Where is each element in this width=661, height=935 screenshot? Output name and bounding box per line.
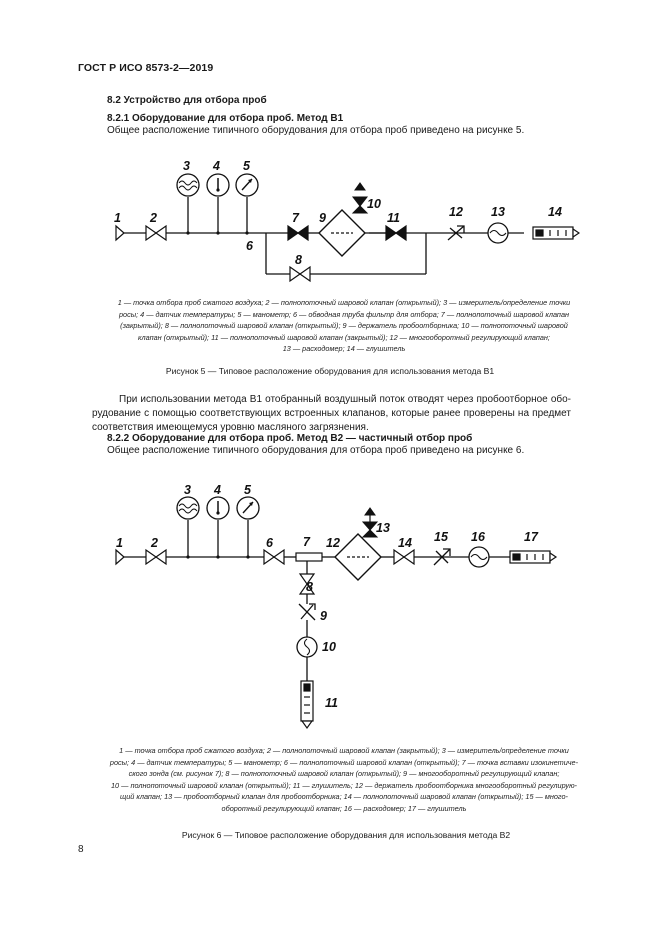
figure6-label-1: 1 [116,536,123,550]
figure5-label-4: 4 [213,159,220,173]
figure5-legend-line: 1 — точка отбора проб сжатого воздуха; 2 — полнопоточный шаровой клапан (открытый); 3 — измеритель/определение точки [117,298,571,307]
figure6-label-3: 3 [184,483,191,497]
figure5-legend-line: росы; 4 — датчик температуры; 5 — манометр; 6 — обводная труба фильтр для отбора; 7 — полнопоточный шаровой клапан [118,309,570,319]
sampler-holder-icon [335,534,381,580]
ball-valve-closed-icon [386,226,406,240]
figure6-legend-line: 10 — полнопоточный шаровой клапан (открытый); 11 — глушитель; 12 — держатель пробоотборника многооборотный регулирую- [111,780,577,790]
figure5-legend-line: клапан (открытый); 11 — полнопоточный шаровой клапан (закрытый); 12 — многооборотный регулирующий клапан; [138,332,550,342]
manometer-icon [236,174,258,196]
ball-valve-closed-icon [146,550,166,564]
figure6-label-11: 11 [325,696,338,710]
document-header: ГОСТ Р ИСО 8573-2—2019 [78,62,214,74]
figure5-label-12: 12 [449,205,463,219]
figure6-label-2: 2 [151,536,158,550]
method-b1-paragraph [92,393,571,435]
section-8-2-1-title: 8.2.1 Оборудование для отбора проб. Метод B1 [107,113,344,124]
figure5-label-8: 8 [295,253,302,267]
figure5-label-5: 5 [243,159,250,173]
ball-valve-open-icon [394,550,414,564]
page-number: 8 [78,844,84,855]
temperature-sensor-icon [207,174,229,196]
figure6-label-14: 14 [398,536,412,550]
dewpoint-meter-icon [177,497,199,519]
figure6-label-5: 5 [244,483,251,497]
sample-point-icon [116,550,124,564]
silencer-icon [301,681,313,728]
figure6-legend-line: ского зонда (см. рисунок 7); 8 — полнопоточный шаровой клапан (открытый); 9 — многооборотный регулирующий клапан; [128,769,560,778]
figure5-diagram [100,150,580,290]
figure6-diagram [100,475,570,735]
section-8-2-1-intro: Общее расположение типичного оборудования для отбора проб приведено на рисунке 5. [107,125,525,136]
figure5-caption: Рисунок 5 — Типовое расположение оборудования для использования метода B1 [165,366,495,376]
ball-valve-vertical-icon [353,183,367,213]
figure5-label-9: 9 [319,211,326,225]
ball-valve-open-icon [290,267,310,281]
figure6-label-4: 4 [214,483,221,497]
figure6-label-17: 17 [524,530,538,544]
figure5-label-1: 1 [114,211,121,225]
silencer-icon [533,227,579,239]
figure5-legend-line: (закрытый); 8 — полнопоточный шаровой клапан (открытый); 9 — держатель пробоотборника; 10 — полнопоточный шаровой [120,321,568,330]
figure6-label-9: 9 [320,609,327,623]
figure5-label-13: 13 [491,205,505,219]
figure5-label-14: 14 [548,205,562,219]
paragraph-line: соответствия имеющемуся уровню масляного загрязнения. [92,422,369,433]
figure6-caption: Рисунок 6 — Типовое расположение оборудования для использования метода B2 [181,830,511,840]
dewpoint-meter-icon [177,174,199,196]
figure5-legend-line: 13 — расходомер; 14 — глушитель [282,344,406,353]
flow-meter-icon [469,547,489,567]
figure5-label-7: 7 [292,211,299,225]
figure6-label-8: 8 [306,580,313,594]
figure6-legend-line: щий клапан; 13 — пробоотборный клапан для пробоотборника; 14 — полнопоточный шаровой клапан (открытый); 15 — много- [120,792,568,801]
section-8-2-2-intro: Общее расположение типичного оборудования для отбора проб приведено на рисунке 6. [107,445,525,456]
figure6-label-16: 16 [471,530,485,544]
figure6-legend-line: росы; 4 — датчик температуры; 5 — манометр; 6 — полнопоточный шаровой клапан (открытый); 7 — точка вставки изокинетиче- [109,757,579,767]
figure5-legend [78,297,610,355]
temperature-sensor-icon [207,497,229,519]
isokinetic-probe-insertion-icon [296,553,322,561]
figure6-label-12: 12 [326,536,340,550]
ball-valve-open-icon [264,550,284,564]
flow-meter-icon [488,223,508,243]
figure5-label-2: 2 [150,211,157,225]
manometer-icon [237,497,259,519]
figure6-label-6: 6 [266,536,273,550]
section-8-2-title: 8.2 Устройство для отбора проб [107,95,267,106]
section-8-2-2-title: 8.2.2 Оборудование для отбора проб. Метод B2 — частичный отбор проб [107,433,473,444]
paragraph-line: При использовании метода B1 отобранный воздушный поток отводят через пробоотборное обо- [119,394,571,405]
figure6-legend-line: 1 — точка отбора проб сжатого воздуха; 2 — полнопоточный шаровой клапан (закрытый); 3 — измеритель/определение точки [119,746,569,755]
figure5-label-10: 10 [367,197,381,211]
figure6-legend-line: оборотный регулирующий клапан; 16 — расходомер; 17 — глушитель [221,803,467,813]
figure6-label-7: 7 [303,535,310,549]
figure6-label-10: 10 [322,640,336,654]
sample-point-icon [116,226,124,240]
figure6-label-15: 15 [434,530,448,544]
figure6-label-13: 13 [376,521,390,535]
flow-meter-icon [297,637,317,657]
figure5-label-3: 3 [183,159,190,173]
ball-valve-open-icon [146,226,166,240]
silencer-icon [510,551,556,563]
ball-valve-vertical-icon [363,508,377,537]
paragraph-line: рудование с помощью соответствующих встроенных клапанов, которые ранее проверены на предмет [92,408,571,419]
ball-valve-closed-icon [288,226,308,240]
figure5-label-11: 11 [387,211,400,225]
regulating-valve-icon [299,604,315,620]
figure5-label-6: 6 [246,239,253,253]
figure6-legend [78,745,610,814]
